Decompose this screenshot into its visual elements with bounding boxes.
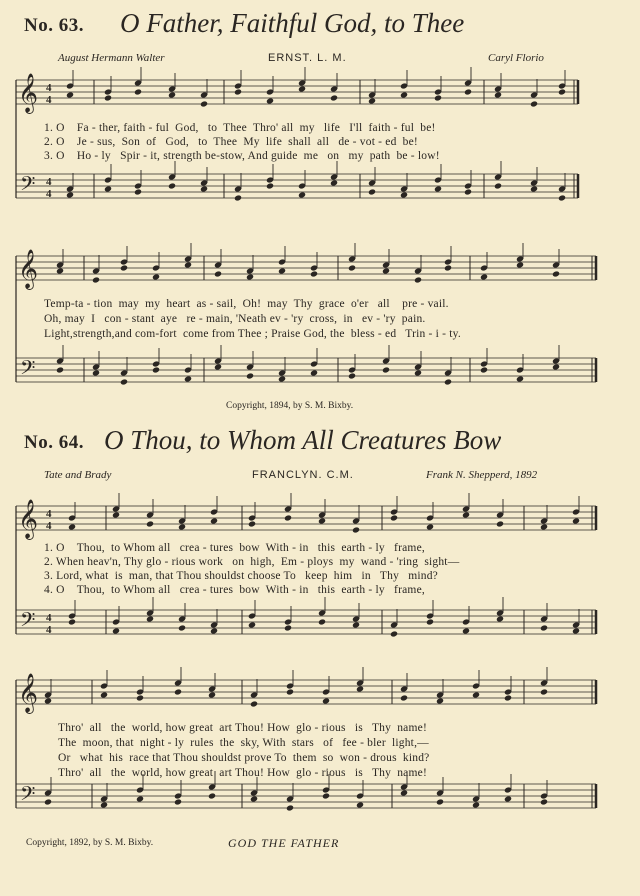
note-head [136, 694, 144, 701]
lyric-line: 4. O Thou, to Whom all crea - tures bow With - in this earth - ly frame, [44, 584, 425, 596]
note-head [214, 363, 222, 370]
note-head [56, 267, 64, 274]
time-signature: 4 [46, 94, 52, 106]
time-signature: 4 [46, 508, 52, 520]
note-head [494, 91, 502, 98]
note-head [104, 94, 112, 101]
note-head [494, 182, 502, 189]
bass-clef: 𝄢 [20, 172, 36, 200]
note-head [278, 375, 286, 382]
note-head [104, 185, 112, 192]
note-head [208, 792, 216, 799]
note-head [444, 264, 452, 271]
note-head [92, 276, 100, 283]
note-head [382, 366, 390, 373]
note-head [348, 372, 356, 379]
hymn-number: No. 63. [24, 15, 84, 36]
lyric-line: Light,strength,and com-fort come from Thee ; Praise God, the bless - ed Trin - i - ty. [44, 328, 461, 340]
note-head [464, 188, 472, 195]
note-head [472, 801, 480, 808]
note-head [434, 94, 442, 101]
note-head [100, 691, 108, 698]
note-head [310, 369, 318, 376]
hymn-title: O Father, Faithful God, to Thee [120, 8, 465, 38]
lyric-line: Temp-ta - tion may my heart as - sail, Oh! may Thy grace o'er all pre - vail. [44, 298, 449, 310]
note-head [92, 369, 100, 376]
time-signature: 4 [46, 612, 52, 624]
composer: Frank N. Shepperd, 1892 [426, 469, 538, 481]
note-head [530, 185, 538, 192]
note-head [200, 185, 208, 192]
time-signature: 4 [46, 82, 52, 94]
note-head [184, 375, 192, 382]
note-head [480, 273, 488, 280]
note-head [330, 179, 338, 186]
note-head [462, 511, 470, 518]
note-head [462, 627, 470, 634]
note-head [572, 517, 580, 524]
note-head [552, 363, 560, 370]
bass-clef: 𝄢 [20, 356, 36, 384]
note-head [504, 694, 512, 701]
lyricist: Tate and Brady [44, 469, 112, 481]
note-head [322, 792, 330, 799]
lyric-line: 2. When heav'n, Thy glo - rious work on high, Em - ploys my wand - 'ring sight— [44, 556, 460, 568]
note-head [400, 191, 408, 198]
tune-name: ERNST. L. M. [268, 52, 347, 64]
note-head [348, 264, 356, 271]
hymn-title: O Thou, to Whom All Creatures Bow [104, 425, 502, 455]
note-head [516, 375, 524, 382]
note-head [68, 618, 76, 625]
note-head [298, 191, 306, 198]
bass-clef: 𝄢 [20, 782, 36, 810]
lyric-line: 1. O Thou, to Whom all crea - tures bow With - in this earth - ly frame, [44, 542, 425, 554]
note-head [174, 798, 182, 805]
treble-clef: 𝄞 [18, 499, 39, 539]
note-head [390, 630, 398, 637]
note-head [540, 688, 548, 695]
note-head [322, 697, 330, 704]
note-head [434, 185, 442, 192]
note-head [540, 624, 548, 631]
note-head [174, 688, 182, 695]
note-head [480, 366, 488, 373]
note-head [368, 188, 376, 195]
note-head [278, 267, 286, 274]
note-head [286, 688, 294, 695]
note-head [572, 627, 580, 634]
note-head [210, 627, 218, 634]
note-head [330, 94, 338, 101]
note-head [100, 801, 108, 808]
note-head [112, 627, 120, 634]
note-head [44, 798, 52, 805]
note-head [152, 273, 160, 280]
note-head [234, 194, 242, 201]
note-head [56, 366, 64, 373]
tune-name: FRANCLYN. C.M. [252, 469, 354, 481]
note-head [400, 789, 408, 796]
note-head [436, 697, 444, 704]
note-head [146, 520, 154, 527]
lyric-line: The moon, that night - ly rules the sky, With stars of fee - bler light,— [58, 737, 429, 749]
note-head [318, 618, 326, 625]
time-signature: 4 [46, 176, 52, 188]
time-signature: 4 [46, 624, 52, 636]
hymn-number: No. 64. [24, 432, 84, 453]
note-head [540, 523, 548, 530]
composer: Caryl Florio [488, 52, 544, 64]
note-head [112, 511, 120, 518]
note-head [146, 615, 154, 622]
lyric-line: 2. O Je - sus, Son of God, to Thee My life shall all de - vot - ed be! [44, 136, 418, 148]
note-head [178, 624, 186, 631]
note-head [178, 523, 186, 530]
note-head [530, 100, 538, 107]
note-head [152, 366, 160, 373]
note-head [210, 517, 218, 524]
note-head [356, 685, 364, 692]
lyric-line: Or what his race that Thou shouldst prove To them so won - drous kind? [58, 752, 430, 764]
lyric-line: 3. O Ho - ly Spir - it, strength be-stow, And guide me on my path be - low! [44, 150, 440, 162]
note-head [286, 804, 294, 811]
note-head [504, 795, 512, 802]
note-head [436, 798, 444, 805]
note-head [136, 795, 144, 802]
bass-clef: 𝄢 [20, 608, 36, 636]
note-head [540, 798, 548, 805]
note-head [266, 97, 274, 104]
lyric-line: 1. O Fa - ther, faith - ful God, to Thee Thro' all my life I'll faith - ful be! [44, 122, 436, 134]
copyright-note: Copyright, 1892, by S. M. Bixby. [26, 838, 154, 848]
lyric-line: Thro' all the world, how great art Thou! How glo - rious is Thy name! [58, 767, 427, 779]
note-head [234, 88, 242, 95]
time-signature: 4 [46, 520, 52, 532]
note-head [120, 378, 128, 385]
note-head [284, 624, 292, 631]
note-head [248, 520, 256, 527]
note-head [134, 88, 142, 95]
lyric-line: 3. Lord, what is man, that Thou shouldst choose To keep him in Thy mind? [44, 570, 438, 582]
note-head [318, 517, 326, 524]
note-head [246, 273, 254, 280]
lyricist: August Hermann Walter [58, 52, 165, 64]
note-head [464, 88, 472, 95]
note-head [496, 615, 504, 622]
note-head [356, 801, 364, 808]
note-head [426, 618, 434, 625]
note-head [120, 264, 128, 271]
note-head [250, 795, 258, 802]
lyric-line: Thro' all the world, how great art Thou! How glo - rious is Thy name! [58, 722, 427, 734]
note-head [400, 694, 408, 701]
note-head [66, 91, 74, 98]
note-head [184, 261, 192, 268]
note-head [352, 526, 360, 533]
note-head [368, 97, 376, 104]
note-head [310, 270, 318, 277]
note-head [516, 261, 524, 268]
note-head [200, 100, 208, 107]
note-head [214, 270, 222, 277]
note-head [444, 378, 452, 385]
note-head [558, 194, 566, 201]
treble-clef: 𝄞 [18, 673, 39, 713]
note-head [472, 691, 480, 698]
note-head [552, 270, 560, 277]
note-head [266, 182, 274, 189]
note-head [558, 88, 566, 95]
copyright-note: Copyright, 1894, by S. M. Bixby. [226, 401, 354, 411]
note-head [382, 267, 390, 274]
note-head [208, 691, 216, 698]
note-head [246, 372, 254, 379]
note-head [66, 191, 74, 198]
page-footer: GOD THE FATHER [228, 836, 340, 850]
note-head [426, 523, 434, 530]
time-signature: 4 [46, 188, 52, 200]
note-head [134, 188, 142, 195]
note-head [248, 621, 256, 628]
note-head [284, 514, 292, 521]
treble-clef: 𝄞 [18, 73, 39, 113]
note-head [168, 91, 176, 98]
note-head [414, 276, 422, 283]
note-head [250, 700, 258, 707]
note-head [400, 91, 408, 98]
note-head [414, 369, 422, 376]
treble-clef: 𝄞 [18, 249, 39, 289]
note-head [390, 514, 398, 521]
lyric-line: Oh, may I con - stant aye re - main, 'Neath ev - 'ry cross, in ev - 'ry pain. [44, 313, 426, 325]
note-head [298, 85, 306, 92]
note-head [168, 182, 176, 189]
note-head [496, 520, 504, 527]
note-head [68, 523, 76, 530]
note-head [44, 697, 52, 704]
note-head [352, 621, 360, 628]
